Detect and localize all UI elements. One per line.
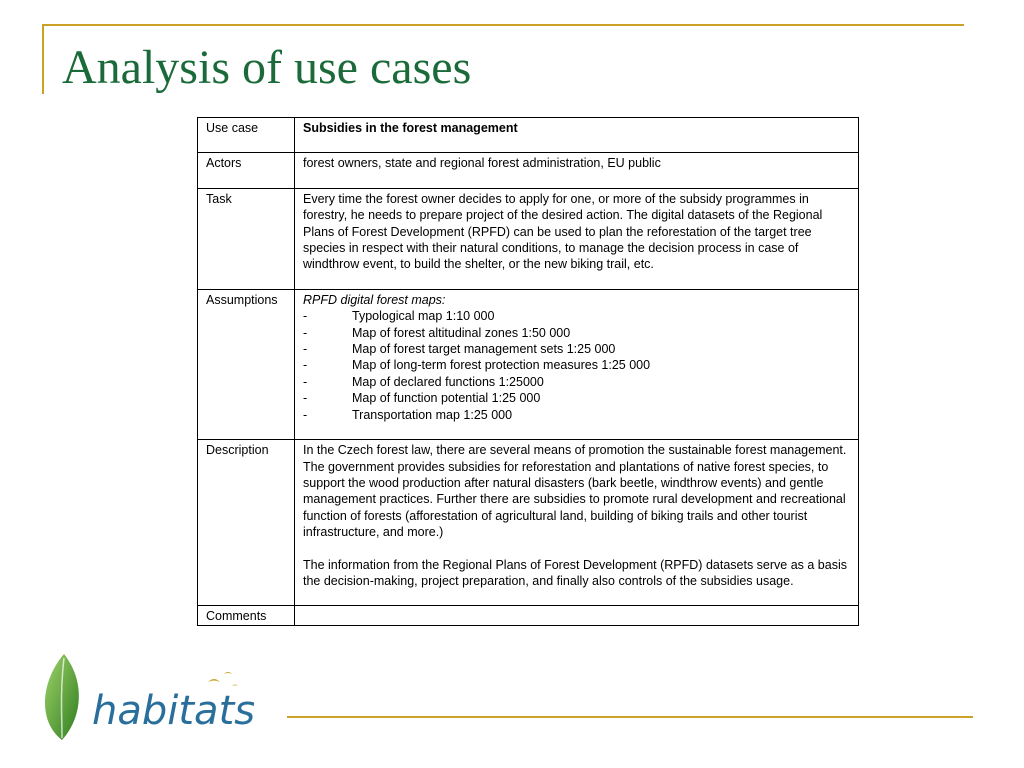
task-label: Task	[198, 188, 295, 289]
list-item	[303, 325, 852, 341]
comments-value	[295, 606, 859, 625]
leaf-icon	[38, 652, 278, 744]
habitats-logo	[38, 652, 278, 744]
assumptions-heading: RPFD digital forest maps:	[303, 292, 446, 307]
bullet-dash: -	[303, 342, 308, 357]
description-label: Description	[198, 440, 295, 606]
description-paragraph-2: The information from the Regional Plans of Forest Development (RPFD) datasets serve as a basis the decision-making, project preparation, and finally also controls of the subsidies usage.	[303, 557, 847, 588]
use-case-table	[197, 117, 859, 626]
slide-title: Analysis of use cases	[62, 41, 472, 94]
bullet-dash: -	[303, 374, 308, 389]
frame-left-rule	[42, 24, 44, 94]
list-item-text: Map of forest target management sets 1:25 000	[352, 342, 616, 357]
table-row-comments	[198, 606, 859, 625]
use-case-value: Subsidies in the forest management	[295, 118, 859, 153]
task-value: Every time the forest owner decides to apply for one, or more of the subsidy programmes in forestry, he needs to prepare project of the desired action. The digital datasets of the Regional Plans of Forest Development (RPFD) can be used to plan the reforestation of the target tree species in respect with their natural conditions, to manage the decision process in case of windthrow event, to build the shelter, or the new biking trail, etc.	[295, 188, 859, 289]
actors-value: forest owners, state and regional forest administration, EU public	[295, 153, 859, 188]
list-item	[303, 407, 852, 423]
list-item-text: Map of forest altitudinal zones 1:50 000	[352, 325, 571, 340]
list-item	[303, 308, 852, 324]
frame-top-rule	[42, 24, 964, 26]
table-row-assumptions	[198, 289, 859, 439]
table-row-description	[198, 440, 859, 606]
table-row-actors	[198, 153, 859, 188]
bullet-dash: -	[303, 358, 308, 373]
table-row-task	[198, 188, 859, 289]
list-item-text: Transportation map 1:25 000	[352, 407, 513, 422]
list-item	[303, 341, 852, 357]
assumptions-label: Assumptions	[198, 289, 295, 439]
description-paragraph-1: In the Czech forest law, there are several means of promotion the sustainable forest management. The government provides subsidies for reforestation and plantations of native forest species, to support the wood production after natural disasters (bark beetle, windthrow events) and gentle management practices. Further there are subsidies to promote rural development and recreational function of forests (afforestation of agricultural land, building of biking trails and other tourist infrastructure, and more.)	[303, 443, 847, 540]
actors-label: Actors	[198, 153, 295, 188]
use-case-label: Use case	[198, 118, 295, 153]
bullet-dash: -	[303, 309, 308, 324]
bullet-dash: -	[303, 391, 308, 406]
bullet-dash: -	[303, 325, 308, 340]
bottom-rule	[287, 716, 973, 718]
logo-text: habitats	[92, 688, 256, 734]
list-item	[303, 374, 852, 390]
comments-label: Comments	[198, 606, 295, 625]
table-row-use-case	[198, 118, 859, 153]
list-item-text: Typological map 1:10 000	[352, 309, 495, 324]
list-item-text: Map of function potential 1:25 000	[352, 391, 541, 406]
bullet-dash: -	[303, 407, 308, 422]
assumptions-list	[303, 308, 852, 423]
paragraph-gap	[303, 541, 852, 557]
list-item-text: Map of long-term forest protection measures 1:25 000	[352, 358, 651, 373]
description-cell	[295, 440, 859, 606]
list-item	[303, 390, 852, 406]
list-item	[303, 357, 852, 373]
assumptions-cell	[295, 289, 859, 439]
list-item-text: Map of declared functions 1:25000	[352, 374, 544, 389]
